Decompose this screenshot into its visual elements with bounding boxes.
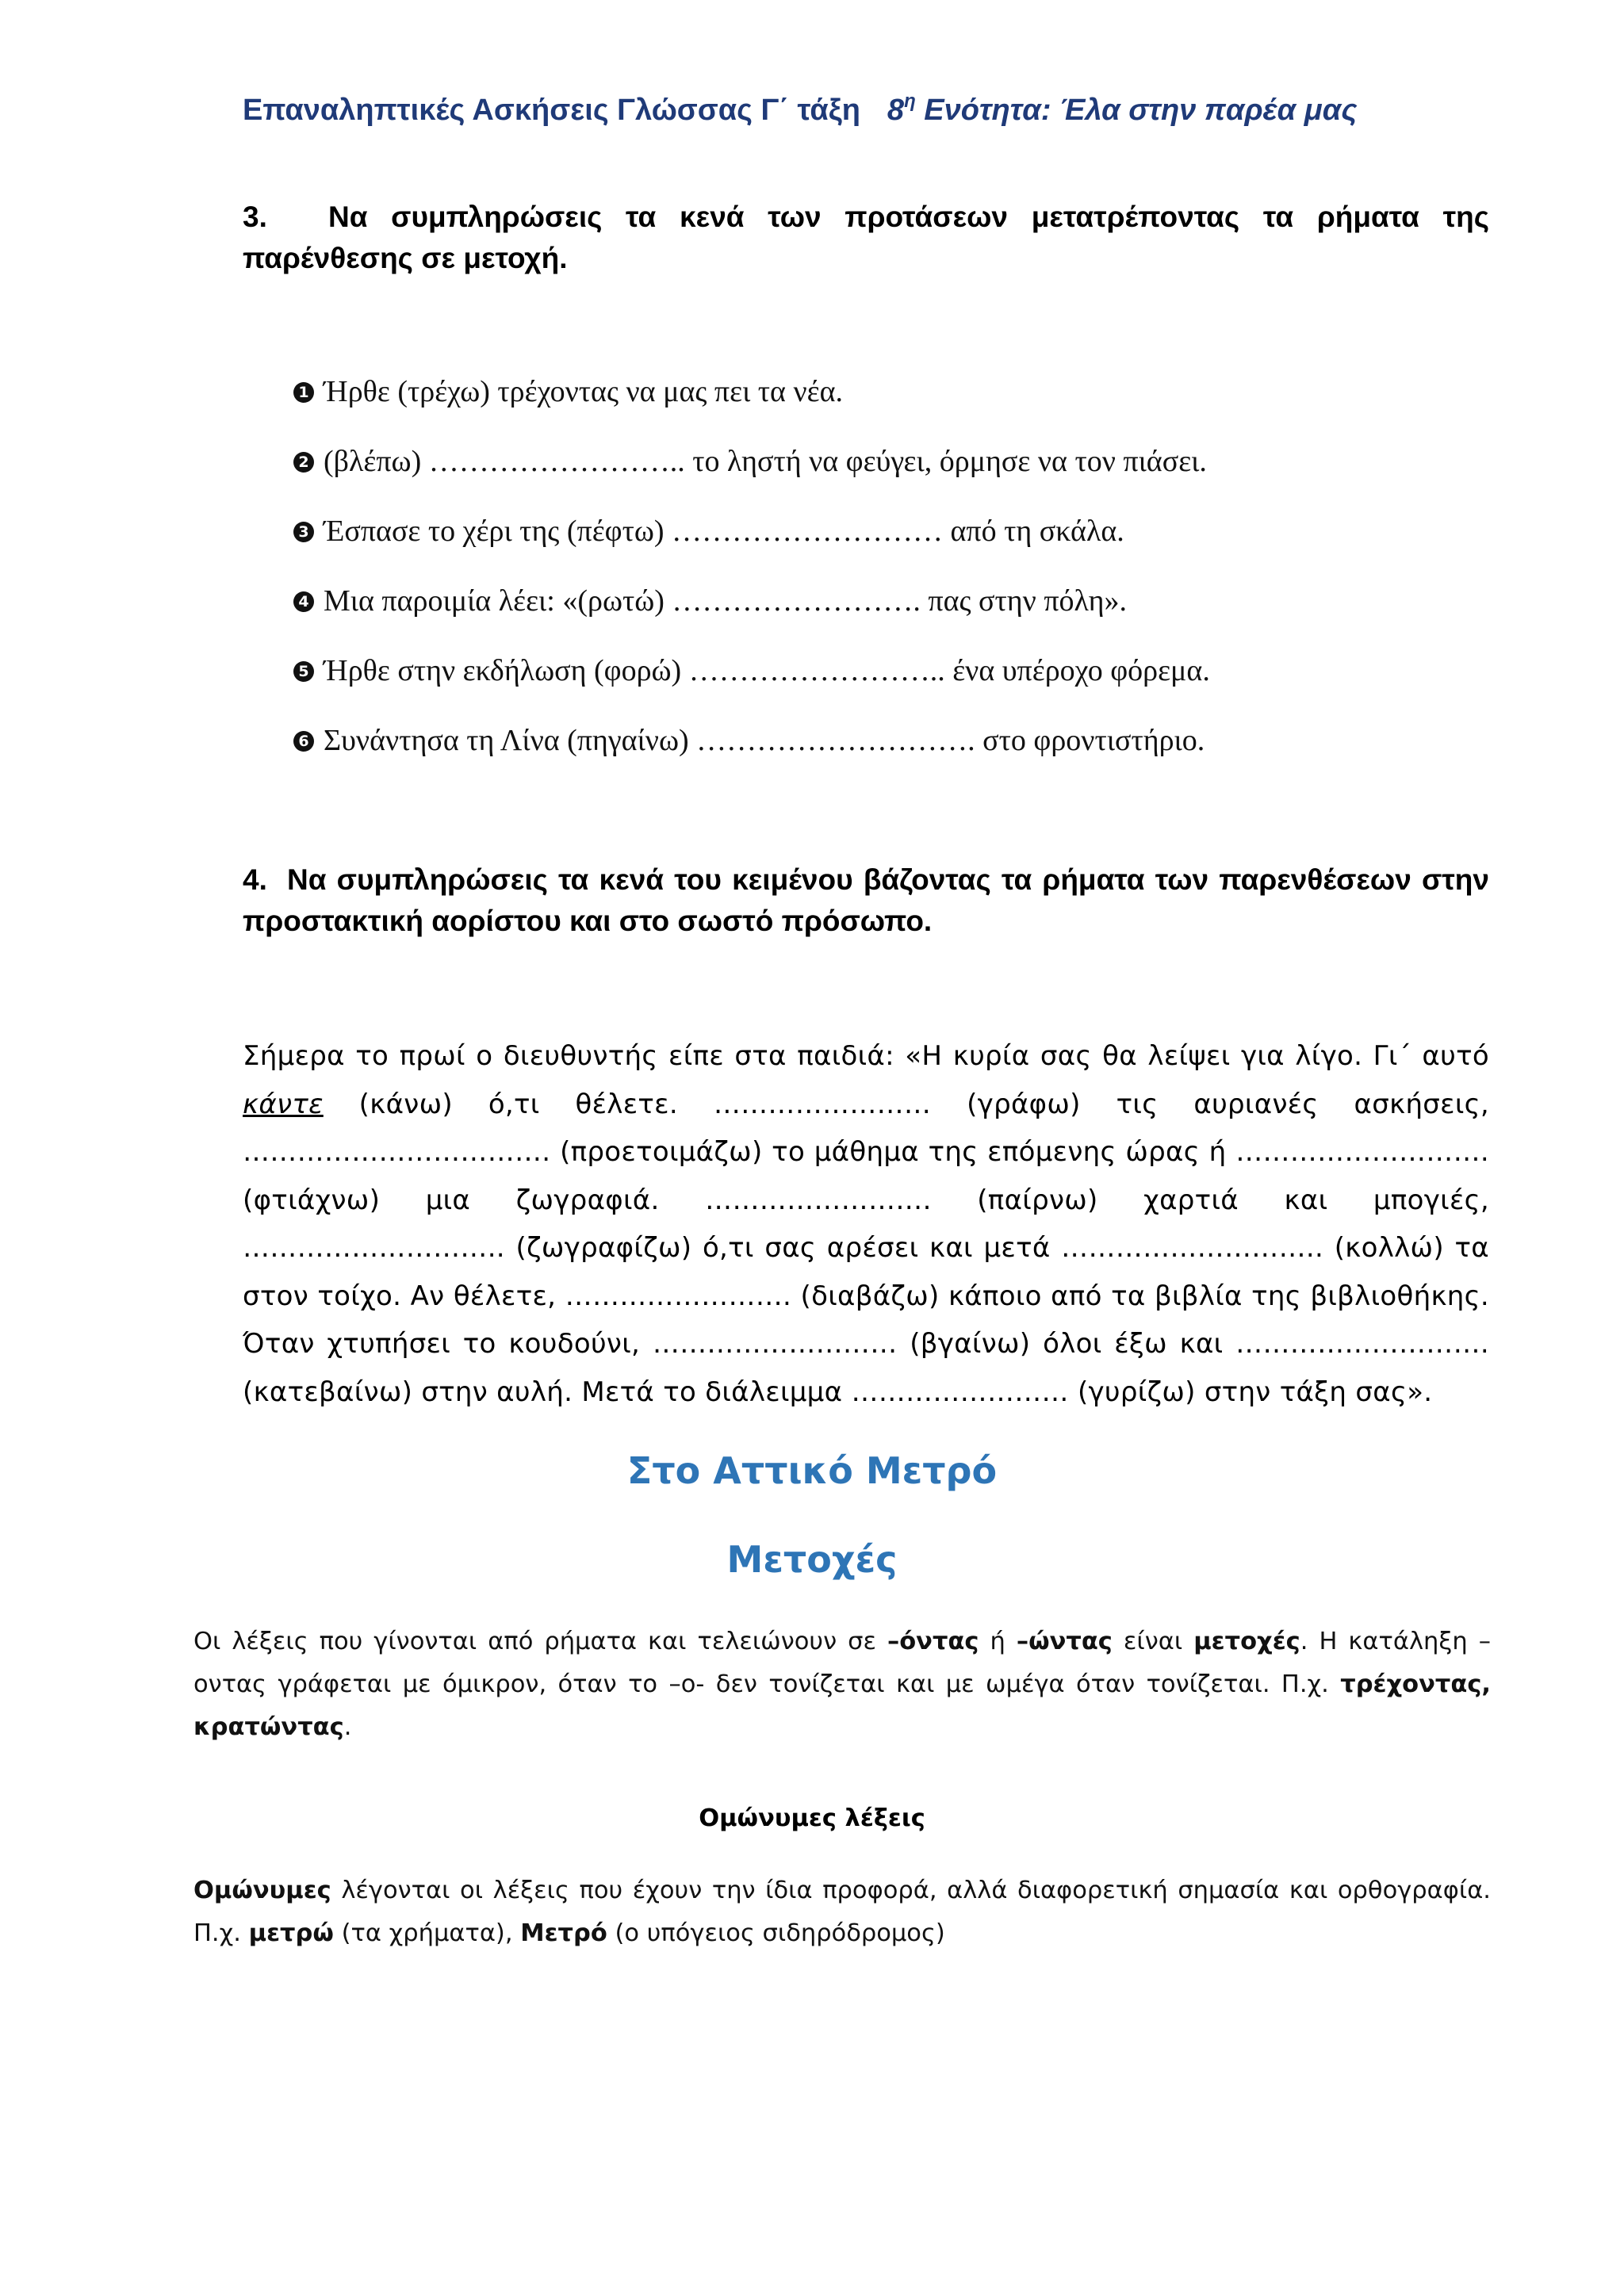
list-item	[293, 511, 1483, 580]
exercise-4-instruction: Να συμπληρώσεις τα κενά του κειμένου βάζοντας τα ρήματα των παρενθέσεων στην προστακτική αορίστου και στο σωστό πρόσωπο.	[243, 863, 1489, 937]
bold-segment: μετοχές	[1193, 1628, 1300, 1655]
exercise-3-list	[293, 371, 1483, 790]
text-segment: λέγονται οι λέξεις που έχουν την ίδια προφορά, αλλά διαφορετική σημασία και ορθογραφία. Π.χ.	[193, 1877, 1491, 1947]
text-segment: Σήμερα το πρωί ο διευθυντής είπε στα παιδιά: «Η κυρία σας θα λείψει για λίγο. Γι΄ αυτό	[243, 1040, 1489, 1072]
unit-number: 8	[887, 94, 905, 127]
text-segment: (κάνω) ό,τι θέλετε. …………………… (γράφω) τις αυριανές ασκήσεις, ……………………………. (προετοιμάζω) το μάθημα της επόμενης ώρας ή ………………………. (φτιάχνω) μια ζωγραφιά. ……………………. (παίρνω) χαρτιά και μπογιές, ……………………….. (ζωγραφίζω) ό,τι σας αρέσει και μετά ……………………….. (κολλώ) τα στον τοίχο. Αν θέλετε, ……………………. (διαβάζω) κάποιο από τα βιβλία της βιβλιοθήκης. Όταν χτυπήσει το κουδούνι, ……………………… (βγαίνω) όλοι έξω και ………………………. (κατεβαίνω) στην αυλή. Μετά το διάλειμμα …………………… (γυρίζω) στην τάξη σας».	[243, 1088, 1489, 1408]
unit-title: Ενότητα: Έλα στην παρέα μας	[915, 94, 1358, 127]
section-title-participles: Μετοχές	[726, 1538, 898, 1581]
numbered-bullet-icon: 5	[293, 661, 314, 682]
exercise-3-instruction: Να συμπληρώσεις τα κενά των προτάσεων μετατρέποντας τα ρήματα της παρένθεσης σε μετοχή.	[243, 201, 1489, 274]
header-unit	[887, 90, 1358, 127]
list-item	[293, 650, 1483, 720]
header-title: Επαναληπτικές Ασκήσεις Γλώσσας Γ΄ τάξη	[243, 94, 860, 127]
exercise-3-number: 3.	[243, 201, 267, 233]
numbered-bullet-icon: 1	[293, 382, 314, 403]
participles-explanation	[193, 1621, 1491, 1749]
bold-segment: Μετρό	[520, 1919, 607, 1947]
bold-segment: Ομώνυμες	[193, 1877, 331, 1904]
text-segment: Οι λέξεις που γίνονται από ρήματα και τελειώνουν σε	[193, 1628, 887, 1655]
numbered-bullet-icon: 4	[293, 591, 314, 612]
exercise-3-heading	[243, 197, 1489, 279]
list-item	[293, 371, 1483, 441]
text-segment: (τα χρήματα),	[333, 1919, 521, 1947]
list-item-text: Ήρθε (τρέχω) τρέχοντας να μας πει τα νέα.	[324, 375, 844, 408]
numbered-bullet-icon: 6	[293, 731, 314, 752]
running-header	[243, 90, 1358, 128]
exercise-4-heading	[243, 859, 1489, 942]
homonyms-title: Ομώνυμες λέξεις	[699, 1804, 925, 1832]
homonyms-explanation	[193, 1869, 1491, 1955]
list-item-text: (βλέπω) …………………….. το ληστή να φεύγει, όρμησε να τον πιάσει.	[324, 445, 1207, 478]
text-segment: . Η κατάληξη –οντας γράφεται με όμικρον, όταν το –ο- δεν τονίζεται και με ωμέγα όταν τονίζεται. Π.χ.	[193, 1628, 1491, 1698]
list-item	[293, 580, 1483, 650]
text-segment: είναι	[1112, 1628, 1194, 1655]
section-title-attic-metro: Στο Αττικό Μετρό	[626, 1449, 998, 1492]
numbered-bullet-icon: 2	[293, 452, 314, 473]
list-item	[293, 720, 1483, 790]
bold-segment: –όντας	[887, 1628, 979, 1655]
list-item-text: Συνάντησα τη Λίνα (πηγαίνω) ………………………. στο φροντιστήριο.	[324, 724, 1205, 757]
list-item-text: Μια παροιμία λέει: «(ρωτώ) ……………………. πας στην πόλη».	[324, 584, 1127, 618]
bold-segment: τρέχοντας, κρατώντας	[193, 1670, 1491, 1741]
exercise-4-number: 4.	[243, 863, 267, 896]
text-segment: (ο υπόγειος σιδηρόδρομος)	[607, 1919, 945, 1947]
text-segment: ή	[979, 1628, 1017, 1655]
bold-segment: μετρώ	[248, 1919, 334, 1947]
example-answer: κάντε	[243, 1088, 324, 1120]
list-item-text: Έσπασε το χέρι της (πέφτω) ……………………… από τη σκάλα.	[324, 515, 1124, 548]
numbered-bullet-icon: 3	[293, 522, 314, 542]
text-segment: .	[343, 1713, 352, 1741]
exercise-4-text	[243, 1032, 1489, 1416]
list-item	[293, 441, 1483, 511]
bold-segment: –ώντας	[1016, 1628, 1113, 1655]
unit-superscript: η	[904, 90, 916, 112]
list-item-text: Ήρθε στην εκδήλωση (φορώ) …………………….. ένα υπέροχο φόρεμα.	[324, 654, 1210, 687]
